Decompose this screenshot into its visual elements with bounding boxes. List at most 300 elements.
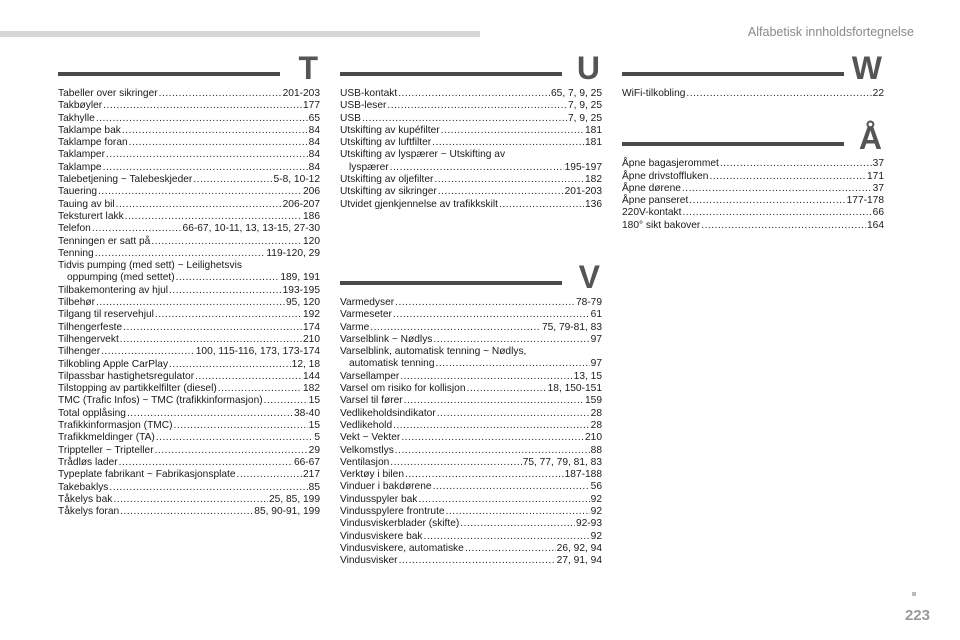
dot-leader [720, 158, 872, 170]
dot-leader [432, 137, 584, 149]
index-term: Tilhengervekt [58, 333, 119, 345]
index-pages: 144 [303, 370, 320, 382]
dot-leader [446, 506, 590, 518]
index-term: 180° sikt bakover [622, 219, 701, 231]
index-entry [58, 346, 320, 358]
dot-leader [109, 482, 307, 494]
index-term: Varselblink, automatisk tenning ~ Nødlys, [340, 346, 527, 358]
index-term: Tilhengerfeste [58, 321, 123, 333]
index-pages: 15 [308, 395, 320, 407]
dot-leader [434, 174, 584, 186]
dot-leader [436, 358, 590, 370]
section-letter-v: V [578, 258, 600, 295]
index-pages: 210 [585, 432, 602, 444]
index-entry [340, 555, 602, 567]
section-rule [622, 142, 844, 146]
index-entry [340, 322, 602, 334]
index-term: Vedlikeholdsindikator [340, 407, 436, 419]
index-pages: 85 [308, 481, 320, 493]
index-entry [340, 481, 602, 493]
section-letter-t: T [298, 50, 318, 86]
dot-leader [218, 383, 302, 395]
index-entry [58, 137, 320, 149]
index-term: Varme [340, 321, 370, 333]
index-pages: 15 [308, 420, 320, 432]
index-term: Tilhenger [58, 346, 101, 358]
index-pages: 25, 85, 199 [269, 493, 320, 505]
index-entry [340, 199, 602, 211]
index-entry [340, 383, 602, 395]
dot-leader [106, 149, 308, 161]
index-term: Teksturert lakk [58, 210, 124, 222]
index-term: Tenning [58, 247, 94, 259]
index-term: Trådløs lader [58, 456, 118, 468]
dot-leader [151, 236, 302, 248]
index-term: Tåkelys foran [58, 506, 120, 518]
dot-leader [169, 285, 282, 297]
index-entry [340, 137, 602, 149]
index-entry [340, 420, 602, 432]
dot-leader [404, 395, 584, 407]
index-term: Vekt ~ Vekter [340, 432, 401, 444]
index-pages: 181 [585, 124, 602, 136]
index-pages: 192 [303, 309, 320, 321]
index-entry [58, 285, 320, 297]
dot-leader [119, 457, 293, 469]
index-entry [58, 506, 320, 518]
index-term: Vindusspyler bak [340, 493, 418, 505]
index-entry [622, 195, 884, 207]
index-pages: 92-93 [575, 518, 602, 530]
dot-leader [96, 297, 285, 309]
index-entry [58, 383, 320, 395]
index-pages: 100, 115-116, 173, 173-174 [195, 346, 320, 358]
index-entry [58, 149, 320, 161]
index-entry [340, 346, 602, 358]
index-entry [58, 272, 320, 284]
dot-leader [418, 494, 589, 506]
index-pages: 193-195 [282, 284, 320, 296]
index-term: Trippteller ~ Tripteller [58, 444, 154, 456]
index-term: Varsel om risiko for kollisjon [340, 383, 466, 395]
dot-leader [401, 432, 584, 444]
index-pages: 28 [590, 407, 602, 419]
index-entry [58, 309, 320, 321]
index-term: Åpne panseret [622, 195, 689, 207]
index-entry [340, 531, 602, 543]
index-pages: 66 [872, 207, 884, 219]
index-pages: 181 [585, 137, 602, 149]
index-entry [58, 113, 320, 125]
dot-leader [390, 162, 564, 174]
index-term: Tåkelys bak [58, 493, 113, 505]
dot-leader [120, 506, 253, 518]
index-term: Taklamper [58, 149, 105, 161]
index-pages: 119-120, 29 [266, 247, 320, 259]
index-pages: 78-79 [575, 296, 602, 308]
dot-leader [155, 445, 308, 457]
dot-leader [709, 171, 866, 183]
index-pages: 189, 191 [280, 272, 320, 284]
index-pages: 201-203 [564, 186, 602, 198]
index-term: Utvidet gjenkjennelse av trafikkskilt [340, 198, 498, 210]
index-pages: 27, 91, 94 [556, 555, 602, 567]
section-rule [340, 72, 562, 76]
index-term: Taklampe foran [58, 137, 128, 149]
index-term: Tauing av bil [58, 198, 115, 210]
dot-leader [390, 457, 521, 469]
index-term: Tilbehør [58, 297, 95, 309]
index-term: USB-leser [340, 100, 387, 112]
index-entry [58, 223, 320, 235]
section-rule [58, 72, 280, 76]
index-pages: 206 [303, 186, 320, 198]
index-term: Utskifting av sikringer [340, 186, 437, 198]
index-term: Velkomstlys [340, 444, 394, 456]
dot-leader [122, 125, 308, 137]
index-pages: 97 [590, 358, 602, 370]
dot-leader [393, 309, 590, 321]
index-pages: 92 [590, 506, 602, 518]
dot-leader [125, 211, 302, 223]
index-pages: 164 [867, 219, 884, 231]
dot-leader [103, 162, 308, 174]
dot-leader [465, 543, 556, 555]
dot-leader [103, 100, 302, 112]
dot-leader [362, 113, 567, 125]
section-header-t [58, 50, 320, 86]
dot-leader [387, 100, 567, 112]
dot-leader [101, 346, 195, 358]
dot-leader [686, 88, 871, 100]
index-term: Tilpassbar hastighetsregulator [58, 370, 195, 382]
index-entry [340, 149, 602, 161]
index-entry [58, 236, 320, 248]
index-term: USB [340, 112, 361, 124]
section-letter-w: W [851, 50, 882, 86]
index-pages: 136 [585, 198, 602, 210]
section-header-v [340, 258, 602, 295]
index-term: Åpne bagasjerommet [622, 158, 719, 170]
index-entry [58, 297, 320, 309]
dot-leader [424, 531, 590, 543]
index-entry [340, 395, 602, 407]
dot-leader [127, 408, 293, 420]
index-pages: 201-203 [282, 88, 320, 99]
index-pages: 65 [308, 112, 320, 124]
index-pages: 88 [590, 444, 602, 456]
index-list-aa [622, 158, 884, 232]
dot-leader [174, 420, 308, 432]
index-term: Tenningen er satt på [58, 235, 151, 247]
index-entry [58, 199, 320, 211]
index-pages: 84 [308, 124, 320, 136]
index-entry [340, 334, 602, 346]
index-entry [58, 457, 320, 469]
index-entry [622, 220, 884, 232]
index-term: Taklampe [58, 161, 102, 173]
index-entry [340, 309, 602, 321]
index-term: Vindusspylere frontrute [340, 506, 445, 518]
index-term: Takebaklys [58, 481, 109, 493]
index-term: Tilgang til reservehjul [58, 309, 154, 321]
index-list-v [340, 297, 602, 568]
index-entry [58, 162, 320, 174]
index-term: WiFi-tilkobling [622, 88, 686, 99]
index-pages: 18, 150-151 [547, 383, 602, 395]
index-term: Vindusvisker [340, 555, 398, 567]
index-pages: 182 [303, 383, 320, 395]
index-entry [622, 88, 884, 100]
index-term: Varmeseter [340, 309, 392, 321]
index-term: Varmedyser [340, 296, 395, 308]
index-term: Vinduer i bakdørene [340, 481, 432, 493]
dot-leader [395, 297, 575, 309]
index-pages: 22 [872, 88, 884, 99]
index-term: Utskifting av oljefilter [340, 174, 434, 186]
index-term: Tidvis pumping (med sett) ~ Leilighetsvis [58, 260, 242, 272]
index-term: Vindusviskere bak [340, 530, 423, 542]
index-entry [58, 260, 320, 272]
index-entry [58, 334, 320, 346]
index-entry [340, 408, 602, 420]
index-pages: 28 [590, 419, 602, 431]
dot-leader [433, 481, 590, 493]
index-entry [622, 207, 884, 219]
index-pages: 92 [590, 493, 602, 505]
dot-leader [689, 195, 845, 207]
dot-leader [92, 223, 182, 235]
index-pages: 186 [303, 210, 320, 222]
index-pages: 37 [872, 158, 884, 170]
index-term: Trafikkmeldinger (TA) [58, 432, 155, 444]
section-header-w [622, 50, 884, 86]
index-pages: 5-8, 10-12 [273, 174, 320, 186]
index-pages: 56 [590, 481, 602, 493]
index-term: automatisk tenning [349, 358, 435, 370]
section-letter-aa: Å [858, 120, 882, 157]
index-pages: 217 [303, 469, 320, 481]
dot-leader [264, 395, 308, 407]
index-entry [340, 162, 602, 174]
dot-leader [395, 445, 590, 457]
index-pages: 120 [303, 235, 320, 247]
index-pages: 75, 77, 79, 81, 83 [522, 456, 602, 468]
dot-leader [370, 322, 541, 334]
dot-leader [398, 88, 550, 100]
dot-leader [433, 334, 589, 346]
index-term: oppumping (med settet) [67, 272, 175, 284]
index-term: Verktøy i bilen [340, 469, 404, 481]
index-term: Talebetjening ~ Talebeskjeder [58, 174, 193, 186]
index-term: Åpne dørene [622, 182, 681, 194]
index-term: TMC (Trafic Infos) ~ TMC (trafikkinformasjon) [58, 395, 263, 407]
index-entry [340, 445, 602, 457]
header-bar [0, 31, 480, 37]
index-entry [58, 408, 320, 420]
dot-leader [113, 494, 268, 506]
section-letter-u: U [576, 50, 600, 86]
index-entry [58, 211, 320, 223]
index-entry [58, 395, 320, 407]
dot-leader [195, 371, 302, 383]
dot-leader [156, 432, 314, 444]
index-pages: 7, 9, 25 [568, 112, 602, 124]
dot-leader [437, 408, 590, 420]
index-entry [340, 432, 602, 444]
dot-leader [701, 220, 866, 232]
index-pages: 26, 92, 94 [556, 542, 602, 554]
index-list-u [340, 88, 602, 211]
index-pages: 65, 7, 9, 25 [551, 88, 602, 99]
index-pages: 84 [308, 161, 320, 173]
index-pages: 206-207 [282, 198, 320, 210]
index-entry [58, 88, 320, 100]
dot-leader [116, 199, 282, 211]
index-entry [340, 297, 602, 309]
index-term: lyspærer [349, 161, 389, 173]
dot-leader [159, 88, 282, 100]
index-term: Typeplate fabrikant ~ Fabrikasjonsplate [58, 469, 236, 481]
column-w-aa [622, 50, 884, 232]
section-header-aa [622, 120, 884, 157]
index-entry [340, 469, 602, 481]
index-pages: 13, 15 [573, 370, 602, 382]
index-term: Tilbakemontering av hjul [58, 284, 169, 296]
index-entry [58, 482, 320, 494]
index-entry [622, 183, 884, 195]
index-pages: 177 [303, 100, 320, 112]
index-pages: 66-67, 10-11, 13, 13-15, 27-30 [182, 223, 320, 235]
dot-leader [98, 186, 302, 198]
index-term: Tilkobling Apple CarPlay [58, 358, 169, 370]
dot-leader [400, 371, 572, 383]
index-term: USB-kontakt [340, 88, 398, 99]
index-term: Taklampe bak [58, 124, 121, 136]
index-entry [58, 174, 320, 186]
index-term: Varsel til fører [340, 395, 403, 407]
index-pages: 174 [303, 321, 320, 333]
section-rule [340, 281, 562, 285]
index-entry [340, 358, 602, 370]
column-u-v [340, 50, 602, 568]
dot-leader [499, 199, 584, 211]
index-entry [340, 113, 602, 125]
dot-leader [237, 469, 302, 481]
index-pages: 95, 120 [286, 297, 320, 309]
dot-leader [467, 383, 547, 395]
index-entry [58, 432, 320, 444]
index-pages: 29 [308, 444, 320, 456]
index-entry [622, 158, 884, 170]
index-pages: 75, 79-81, 83 [541, 321, 602, 333]
index-entry [340, 518, 602, 530]
dot-leader [682, 207, 871, 219]
page-marker [912, 592, 916, 596]
index-pages: 177-178 [846, 195, 884, 207]
index-term: Tabeller over sikringer [58, 88, 158, 99]
index-pages: 97 [590, 333, 602, 345]
index-term: Vindusviskerblader (skifte) [340, 518, 460, 530]
index-pages: 84 [308, 137, 320, 149]
index-pages: 92 [590, 530, 602, 542]
index-pages: 195-197 [564, 161, 602, 173]
index-entry [340, 506, 602, 518]
index-term: Utskifting av lyspærer ~ Utskifting av [340, 149, 506, 161]
index-entry [340, 88, 602, 100]
index-entry [340, 100, 602, 112]
index-pages: 85, 90-91, 199 [254, 506, 320, 518]
dot-leader [438, 186, 564, 198]
dot-leader [176, 272, 280, 284]
index-entry [58, 445, 320, 457]
index-term: Vindusviskere, automatiske [340, 542, 464, 554]
index-entry [58, 371, 320, 383]
index-pages: 37 [872, 182, 884, 194]
index-pages: 5 [314, 432, 320, 444]
dot-leader [123, 322, 302, 334]
index-list-t [58, 88, 320, 518]
dot-leader [460, 518, 575, 530]
index-entry [340, 371, 602, 383]
index-pages: 171 [867, 170, 884, 182]
index-term: Vedlikehold [340, 419, 393, 431]
index-term: Telefon [58, 223, 91, 235]
index-pages: 182 [585, 174, 602, 186]
index-pages: 84 [308, 149, 320, 161]
index-term: Total opplåsing [58, 407, 126, 419]
index-term: Takbøyler [58, 100, 103, 112]
index-term: Takhylle [58, 112, 95, 124]
dot-leader [155, 309, 302, 321]
index-entry [58, 186, 320, 198]
index-term: 220V-kontakt [622, 207, 682, 219]
index-pages: 38-40 [293, 407, 320, 419]
index-entry [340, 174, 602, 186]
index-term: Varsellamper [340, 370, 400, 382]
index-term: Utskifting av luftfilter [340, 137, 432, 149]
index-entry [340, 543, 602, 555]
index-term: Tilstopping av partikkelfilter (diesel) [58, 383, 217, 395]
dot-leader [169, 359, 291, 371]
index-term: Varselblink ~ Nødlys [340, 333, 433, 345]
dot-leader [96, 113, 308, 125]
index-list-w [622, 88, 884, 100]
index-entry [58, 125, 320, 137]
dot-leader [95, 248, 266, 260]
index-entry [340, 494, 602, 506]
index-term: Tauering [58, 186, 98, 198]
index-entry [58, 248, 320, 260]
index-pages: 12, 18 [291, 358, 320, 370]
page-number: 223 [904, 607, 930, 624]
dot-leader [129, 137, 308, 149]
column-t [58, 50, 320, 518]
dot-leader [120, 334, 302, 346]
dot-leader [441, 125, 584, 137]
index-pages: 187-188 [564, 469, 602, 481]
dot-leader [193, 174, 272, 186]
section-rule [622, 72, 844, 76]
index-pages: 210 [303, 333, 320, 345]
index-entry [58, 420, 320, 432]
page-header-title: Alfabetisk innholdsfortegnelse [747, 25, 914, 39]
dot-leader [393, 420, 590, 432]
index-entry [58, 469, 320, 481]
index-entry [622, 171, 884, 183]
index-entry [340, 125, 602, 137]
index-pages: 159 [585, 395, 602, 407]
